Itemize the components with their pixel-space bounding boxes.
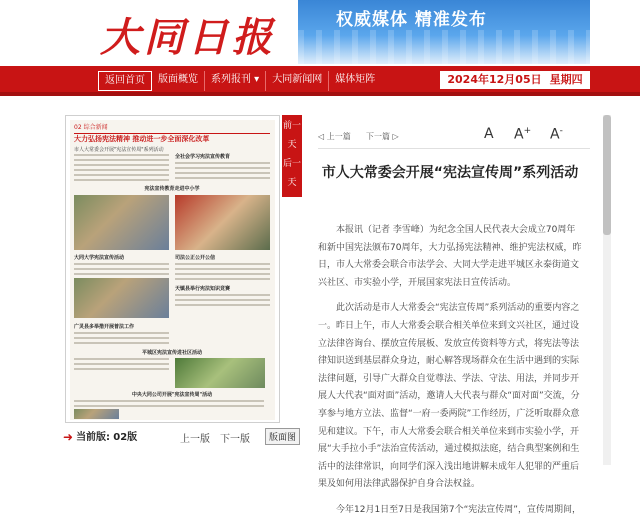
article-toolbar <box>318 126 590 146</box>
arrow-left-icon: ◁ <box>318 132 325 141</box>
page-section: 综合新闻 <box>83 124 108 131</box>
next-day-link[interactable]: 后一天 <box>282 159 301 188</box>
banner <box>298 0 590 64</box>
font-increase-sup: + <box>523 126 532 136</box>
font-decrease-button[interactable] <box>550 126 563 143</box>
arrow-right-icon: ▷ <box>392 132 399 141</box>
article-scrollbar[interactable] <box>603 115 611 465</box>
weekday-text: 星期四 <box>549 73 583 86</box>
page-article-title[interactable]: 平城区宪法宣传进社区活动 <box>141 350 202 356</box>
prev-day-link[interactable]: 前一天 <box>282 121 301 150</box>
next-page-link[interactable]: 下一版 <box>220 434 250 445</box>
day-nav-tab[interactable] <box>282 115 302 197</box>
page-photo[interactable] <box>175 358 265 388</box>
page-article-title[interactable]: 宪法宣传教育走进中小学 <box>144 186 200 192</box>
page-thumbnail[interactable] <box>65 115 280 423</box>
banner-slogan: 权威媒体 精准发布 <box>336 10 487 30</box>
nav-item-home[interactable]: 返回首页 <box>98 71 152 91</box>
article-body <box>318 222 582 528</box>
prev-article-link[interactable] <box>318 131 351 142</box>
font-decrease-sup: - <box>559 126 563 136</box>
prev-article-label: 上一篇 <box>326 132 351 141</box>
article-paragraph: 今年12月1日至7日是我国第7个“宪法宣传周”，宣传周期间， <box>336 504 581 515</box>
toolbar-divider <box>318 148 590 149</box>
article-paragraph: 本报讯（记者 李雪峰）为纪念全国人民代表大会成立70周年和新中国宪法颁布70周年，大力弘扬宪法精神、维护宪法权威，昨日，市人大常委会联合市法学会、大同大学走进平城区永泰街道文兴社区、市实验小学，开展国家宪法日宣传活动。 <box>318 225 582 288</box>
prev-page-link[interactable]: 上一版 <box>180 434 210 445</box>
scrollbar-thumb[interactable] <box>603 115 611 235</box>
article-paragraph: 此次活动是市人大常委会“宪法宣传周”系列活动的重要内容之一。昨日上午，市人大常委会联合相关单位来到文兴社区，通过设立法律咨询台、摆放宣传展板、发放宣传资料等方式，将宪法等法律知识送到基层群众身边，耐心解答现场群众在生活中遇到的实际法律问题，引导广大群众自觉尊法、学法、守法、用法，并同步开展人大代表“面对面”活动，邀请人大代表与群众“面对面”交流，分享参与地方立法、监督“一府一委两院”工作经历，广泛听取群众意见和建议。下午，市人大常委会联合相关单位来到市实验小学，开展“大手拉小手”法治宣传活动，通过模拟法庭，结合典型案例和生活中的法律常识，向同学们深入浅出地讲解未成年人犯罪的严重后果及如何用法律武器保护自身合法权益。 <box>318 303 580 490</box>
newspaper-logo[interactable]: 大同日报 <box>100 14 276 61</box>
masthead <box>0 0 640 66</box>
page-photo[interactable] <box>74 195 169 250</box>
nav-menu <box>98 71 381 91</box>
page-photo[interactable] <box>74 278 169 318</box>
arrow-right-icon: ➜ <box>63 430 74 444</box>
current-page-value: 02版 <box>113 432 138 443</box>
current-page-label: 当前版: <box>76 432 111 443</box>
page-view-button[interactable]: 版面图 <box>265 428 300 445</box>
page-article-title[interactable]: 全社会学习宪法宣传教育 <box>175 154 231 160</box>
nav-item-news-site[interactable]: 大同新闻网 <box>266 71 329 91</box>
font-increase-label: A <box>514 126 524 143</box>
page-header <box>74 122 270 134</box>
font-default-button[interactable] <box>484 126 494 142</box>
font-increase-button[interactable] <box>514 126 531 143</box>
page-number: 02 <box>74 124 82 131</box>
font-default-label: A <box>484 126 494 142</box>
date-text: 2024年12月05日 <box>447 73 542 86</box>
page-article-title[interactable]: 广灵县多举措开展普法工作 <box>74 324 135 330</box>
nav-item-media-matrix[interactable]: 媒体矩阵 <box>335 74 376 85</box>
page-headline[interactable]: 大力弘扬宪法精神 推动进一步全面深化改革 <box>74 135 210 143</box>
current-page <box>63 428 137 444</box>
page-article-title[interactable]: 大同大学宪法宣传活动 <box>74 255 125 261</box>
font-decrease-label: A <box>550 126 560 143</box>
page-article-title[interactable]: 中央大同公司开展"宪法宣传周"活动 <box>131 392 213 398</box>
page-subheadline[interactable]: 市人大常委会开展"宪法宣传周"系列活动 <box>74 147 164 153</box>
next-article-label: 下一篇 <box>366 132 390 141</box>
page-photo[interactable] <box>175 195 270 250</box>
page-article-title[interactable]: 司法公正公开公信 <box>175 255 216 261</box>
next-article-link[interactable] <box>366 131 399 142</box>
nav-bar <box>0 66 640 96</box>
nav-item-overview[interactable]: 版面概览 <box>152 71 205 91</box>
page-nav <box>180 430 260 445</box>
date-display <box>440 71 590 89</box>
page-image[interactable] <box>70 120 275 420</box>
page-article-title[interactable]: 天镇县举行宪法知识竞赛 <box>175 286 231 292</box>
article-title: 市人大常委会开展“宪法宣传周”系列活动 <box>321 165 579 181</box>
page-photo[interactable] <box>74 409 119 419</box>
nav-item-series[interactable]: 系列报刊 ▾ <box>205 71 266 91</box>
